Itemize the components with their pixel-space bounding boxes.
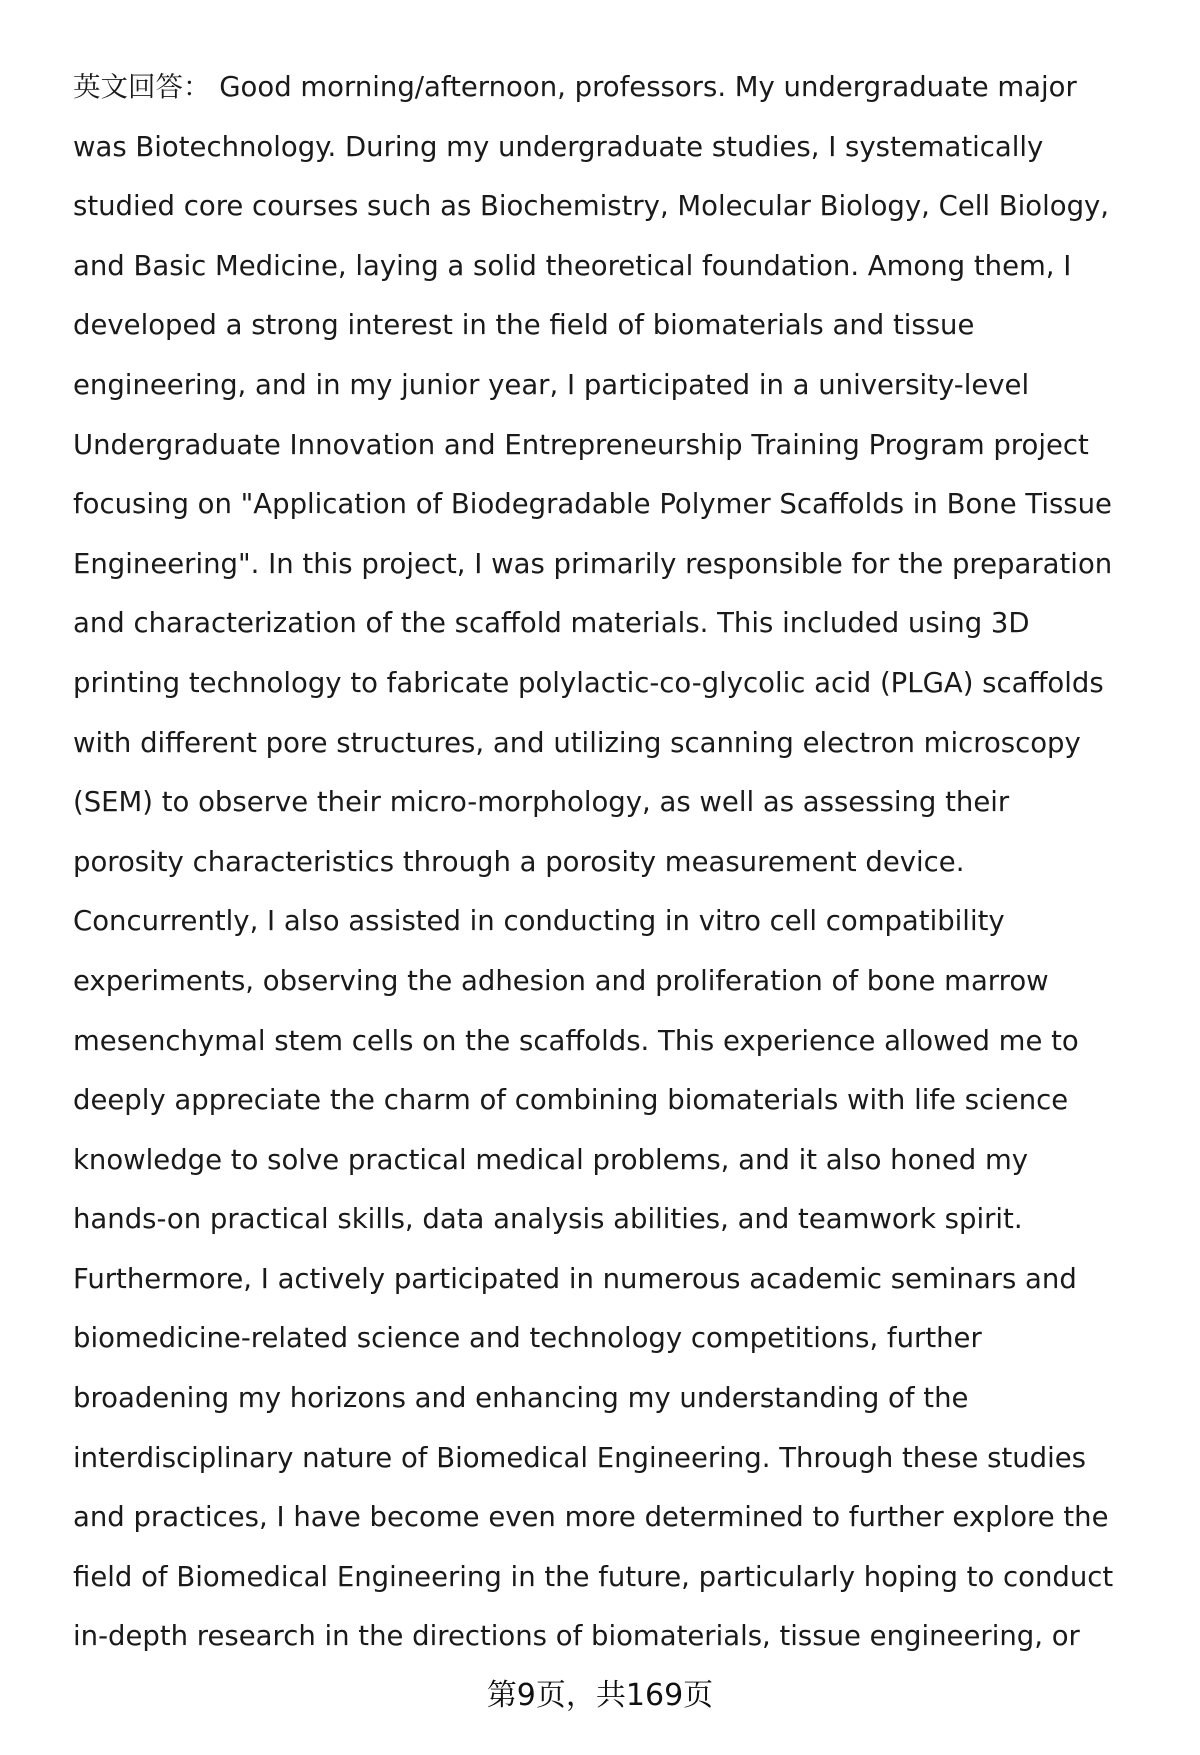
text-line: Engineering". In this project, I was primarily responsible for the preparation <box>73 547 1113 580</box>
text-line: developed a strong interest in the field of biomaterials and tissue <box>73 309 975 342</box>
text-line: mesenchymal stem cells on the scaffolds. This experience allowed me to <box>73 1024 1079 1057</box>
text-line: in-depth research in the directions of biomaterials, tissue engineering, or <box>73 1620 1080 1653</box>
text-line: porosity characteristics through a porosity measurement device. <box>73 845 965 878</box>
text-line: and practices, I have become even more determined to further explore the <box>73 1501 1109 1534</box>
text-line: and characterization of the scaffold materials. This included using 3D <box>73 607 1030 640</box>
text-line: broadening my horizons and enhancing my understanding of the <box>73 1382 969 1415</box>
text-line: with different pore structures, and utilizing scanning electron microscopy <box>73 726 1081 759</box>
text-line: focusing on "Application of Biodegradable Polymer Scaffolds in Bone Tissue <box>73 488 1112 521</box>
text-line: was Biotechnology. During my undergraduate studies, I systematically <box>73 130 1044 163</box>
text-line: Furthermore, I actively participated in numerous academic seminars and <box>73 1262 1077 1295</box>
text-line: studied core courses such as Biochemistry, Molecular Biology, Cell Biology, <box>73 190 1110 223</box>
text-line: biomedicine-related science and technology competitions, further <box>73 1322 982 1355</box>
text-line: deeply appreciate the charm of combining biomaterials with life science <box>73 1084 1069 1117</box>
text-line: Concurrently, I also assisted in conducting in vitro cell compatibility <box>73 905 1005 938</box>
text-line: (SEM) to observe their micro-morphology, as well as assessing their <box>73 786 1010 819</box>
text-line: hands-on practical skills, data analysis abilities, and teamwork spirit. <box>73 1203 1023 1236</box>
text-line: printing technology to fabricate polylactic-co-glycolic acid (PLGA) scaffolds <box>73 666 1104 699</box>
text-line: field of Biomedical Engineering in the future, particularly hoping to conduct <box>73 1560 1114 1593</box>
text-line: engineering, and in my junior year, I participated in a university-level <box>73 368 1030 401</box>
text-line: experiments, observing the adhesion and proliferation of bone marrow <box>73 964 1049 997</box>
text-line: interdisciplinary nature of Biomedical Engineering. Through these studies <box>73 1441 1087 1474</box>
page-number: 第9页，共169页 <box>486 1678 714 1713</box>
text-line: 英文回答： Good morning/afternoon, professors. My undergraduate major <box>73 71 1077 103</box>
text-line: Undergraduate Innovation and Entrepreneurship Training Program project <box>73 428 1089 461</box>
text-line: knowledge to solve practical medical problems, and it also honed my <box>73 1143 1029 1176</box>
text-line: and Basic Medicine, laying a solid theoretical foundation. Among them, I <box>73 249 1072 282</box>
body-text <box>73 58 1163 1667</box>
